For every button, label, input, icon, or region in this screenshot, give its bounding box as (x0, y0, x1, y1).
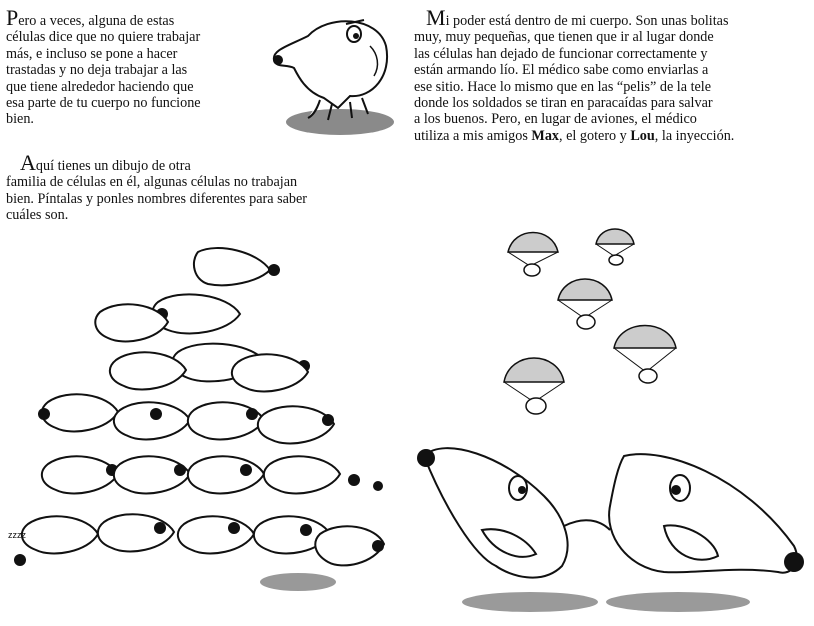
indent-spacer (414, 13, 426, 29)
text-line: , la inyección. (654, 127, 735, 144)
left-paragraph-1 (6, 5, 258, 128)
dropcap-m: M (426, 5, 446, 30)
cell-pyramid-icon (8, 242, 398, 604)
indent-spacer (6, 158, 20, 174)
name-lou: Lou (630, 127, 655, 144)
fighting-cells-icon (414, 426, 812, 618)
text-line: familia de células en él, algunas células no trabajan (6, 174, 298, 191)
text-line: bien. Píntalas y ponles nombres diferentes para saber (6, 190, 307, 207)
text-line: que tiene alrededor haciendo que (6, 78, 194, 95)
text-line: esa parte de tu cuerpo no funcione (6, 95, 201, 112)
text-line: ese sitio. Hace lo mismo que en las “pelis” de la tele (414, 78, 712, 95)
cell-character-icon (268, 6, 394, 136)
right-paragraph (414, 5, 806, 144)
text-line: ero a veces, alguna de estas (18, 13, 175, 29)
text-line: muy, muy pequeñas, que tienen que ir al lugar donde (414, 29, 714, 46)
text-line: las células han dejado de funcionar correctamente y (414, 45, 708, 62)
text-line: trastadas y no deja trabajar a las (6, 62, 188, 79)
text-line: cuáles son. (6, 207, 69, 224)
text-line: células dice que no quiere trabajar (6, 29, 201, 46)
text-line: más, e incluso se pone a hacer (6, 45, 178, 62)
text-line: quí tienes un dibujo de otra (35, 158, 191, 174)
text-line: donde los soldados se tiran en paracaídas para salvar (414, 95, 713, 112)
text-line: están armando lío. El médico sabe como enviarlas a (414, 62, 709, 79)
dropcap-p: P (6, 5, 19, 30)
text-line: a los buenos. Pero, en lugar de aviones, el médico (414, 111, 697, 128)
text-line: i poder está dentro de mi cuerpo. Son unas bolitas (445, 13, 729, 29)
text-line: bien. (6, 111, 34, 128)
parachute-cells-icon (500, 222, 706, 422)
name-max: Max (531, 127, 560, 144)
zzz-label: zzzz (8, 530, 26, 540)
text-line: utiliza a mis amigos (414, 127, 532, 144)
text-line: , el gotero y (559, 127, 631, 144)
left-paragraph-2 (6, 150, 394, 224)
dropcap-a: A (20, 150, 36, 175)
